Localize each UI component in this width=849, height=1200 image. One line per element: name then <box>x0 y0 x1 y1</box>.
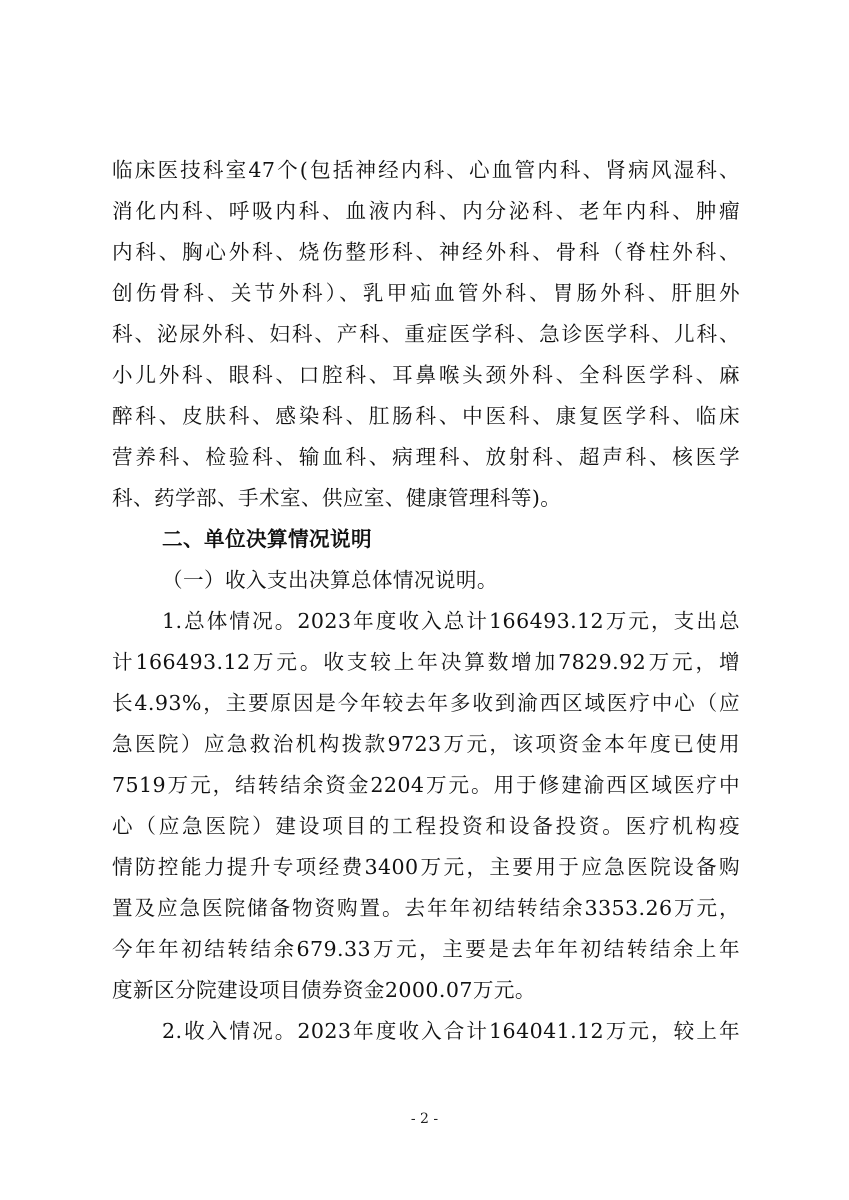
body-line: 急医院）应急救治机构拨款9723万元，该项资金本年度已使用 <box>112 732 740 756</box>
body-line: 营养科、检验科、输血科、病理科、放射科、超声科、核医学 <box>112 445 740 469</box>
body-line: 临床医技科室47个(包括神经内科、心血管内科、肾病风湿科、 <box>112 158 740 182</box>
body-line: 心（应急医院）建设项目的工程投资和设备投资。医疗机构疫 <box>112 814 740 838</box>
body-line: 1.总体情况。2023年度收入总计166493.12万元，支出总 <box>162 609 740 633</box>
body-line: 今年年初结转结余679.33万元，主要是去年年初结转结余上年 <box>112 937 740 961</box>
document-body <box>112 150 740 1052</box>
body-line: 长4.93%，主要原因是今年较去年多收到渝西区域医疗中心（应 <box>112 691 740 715</box>
body-line: 度新区分院建设项目债券资金2000.07万元。 <box>112 978 536 1002</box>
body-line: 置及应急医院储备物资购置。去年年初结转结余3353.26万元， <box>112 896 740 920</box>
subsection-heading: （一）收入支出决算总体情况说明。 <box>162 568 498 592</box>
page-number: - 2 - <box>410 1111 439 1127</box>
body-line: 科、药学部、手术室、供应室、健康管理科等)。 <box>112 486 562 510</box>
body-line: 7519万元，结转结余资金2204万元。用于修建渝西区域医疗中 <box>112 773 740 797</box>
body-line: 小儿外科、眼科、口腔科、耳鼻喉头颈外科、全科医学科、麻 <box>112 363 740 387</box>
body-line: 计166493.12万元。收支较上年决算数增加7829.92万元，增 <box>112 650 740 674</box>
body-line: 科、泌尿外科、妇科、产科、重症医学科、急诊医学科、儿科、 <box>112 322 740 346</box>
section-heading: 二、单位决算情况说明 <box>162 527 372 551</box>
body-line: 醉科、皮肤科、感染科、肛肠科、中医科、康复医学科、临床 <box>112 404 740 428</box>
body-line: 创伤骨科、关节外科）、乳甲疝血管外科、胃肠外科、肝胆外 <box>112 281 740 305</box>
body-line: 消化内科、呼吸内科、血液内科、内分泌科、老年内科、肿瘤 <box>112 199 740 223</box>
body-line: 内科、胸心外科、烧伤整形科、神经外科、骨科（脊柱外科、 <box>112 240 740 264</box>
body-line: 2.收入情况。2023年度收入合计164041.12万元，较上年 <box>162 1019 740 1043</box>
body-line: 情防控能力提升专项经费3400万元，主要用于应急医院设备购 <box>112 855 740 879</box>
